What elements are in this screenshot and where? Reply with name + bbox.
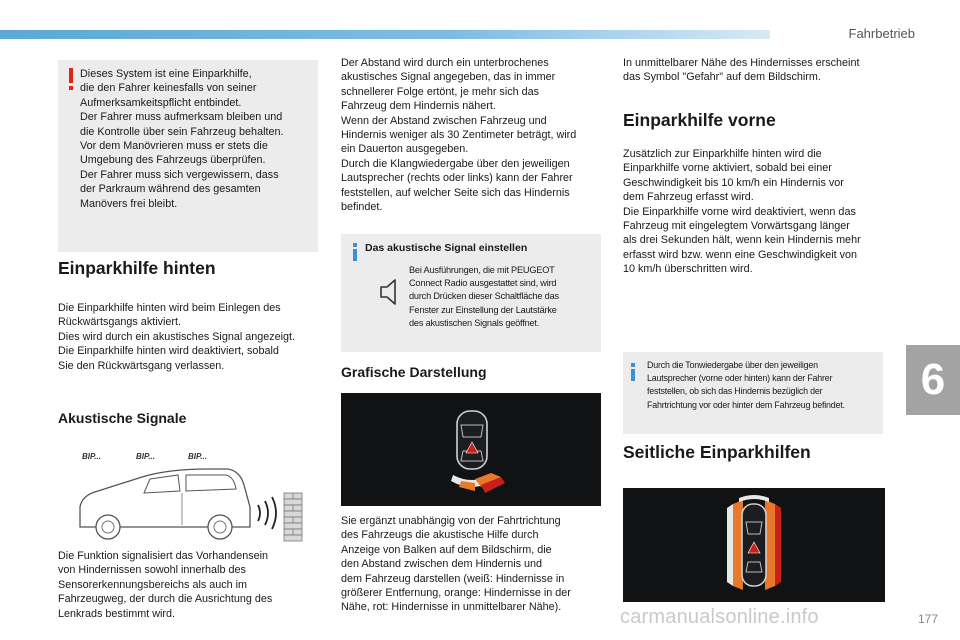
front-text: Zusätzlich zur Einparkhilfe hinten wird die Einparkhilfe vorne aktiviert, sobald bei einer Geschwindigkeit bis 10 km/h ein Hindernis vor dem Fahrzeug erfasst wird. Die Einparkhilfe vorne wird deaktiviert, wenn das Fahrzeug mit eingelegtem Vorwärtsgang länger als drei Sekunden hält, wenn kein Hindernis mehr erfasst wird bzw. wenn eine Geschwindigkeit von 10 km/h überschritten wird.: [623, 148, 861, 276]
rear-display-image: [341, 393, 601, 506]
section-title: Fahrbetrieb: [848, 26, 915, 41]
signal-settings-text: Bei Ausführungen, die mit PEUGEOT Connect Radio ausgestattet sind, wird durch Drücken dieser Schaltfläche das Fenster zur Einstellung der Lautstärke des akustischen Signals geöffnet.: [409, 265, 559, 328]
rear-title: Einparkhilfe hinten: [58, 258, 216, 278]
danger-symbol-text: In unmittelbarer Nähe des Hindernisses erscheint das Symbol "Gefahr" auf dem Bildschirm.: [623, 57, 860, 84]
car-sensor-illustration: [58, 445, 318, 545]
acoustic-title: Akustische Signale: [58, 410, 187, 426]
beep-label: BIP...: [82, 452, 101, 461]
car-top-view: [457, 411, 487, 469]
beep-label: BIP...: [136, 452, 155, 461]
brick-wall: [284, 493, 302, 541]
distance-text: Der Abstand wird durch ein unterbrochenes akustisches Signal angegeben, das in immer schnellerer Folge ertönt, je mehr sich das Fahrzeug dem Hindernis nähert. Wenn der Abstand zwischen Fahrzeug und Hindernis weniger als 30 Zentimeter beträgt, wird ein Dauerton ausgegeben. Durch die Klangwiedergabe über den jeweiligen Lautsprecher (rechts oder links) kann der Fahrer feststellen, auf welcher Seite sich das Hindernis befindet.: [341, 57, 577, 214]
rear-text: Die Einparkhilfe hinten wird beim Einlegen des Rückwärtsgangs aktiviert. Dies wird durch ein akustisches Signal angezeigt. Die Einparkhilfe hinten wird deaktiviert, sobald Sie den Rückwärtsgang verlassen.: [58, 302, 296, 372]
header-accent-bar: [0, 30, 770, 39]
front-info-box: [623, 352, 883, 434]
side-bar-white: [727, 504, 733, 586]
exclamation-warning-icon: [63, 67, 79, 91]
side-display-image: [623, 488, 885, 602]
front-info-text: Durch die Tonwiedergabe über den jeweiligen Lautsprecher (vorne oder hinten) kann der Fahrer feststellen, ob sich das Hindernis bezüglich der Fahrtrichtung vor oder hinter dem Fahrzeug befindet.: [647, 360, 845, 410]
speaker-icon: [379, 278, 401, 306]
signal-settings-box: [341, 234, 601, 352]
front-bar-white: [739, 495, 769, 502]
page-number: 177: [917, 612, 938, 626]
chapter-number: 6: [920, 355, 946, 404]
acoustic-text: Die Funktion signalisiert das Vorhandensein von Hindernissen sowohl innerhalb des Sensorerkennungsbereichs als auch im Fahrzeugweg, der durch die Ausrichtung des Lenkrads bestimmt wird.: [58, 550, 273, 620]
graphic-title: Grafische Darstellung: [341, 364, 487, 380]
warning-text: Dieses System ist eine Einparkhilfe, die den Fahrer keinesfalls von seiner Aufmerksamkeitspflicht entbindet. Der Fahrer muss aufmerksam bleiben und die Kontrolle über sein Fahrzeug behalten. Vor dem Manövrieren muss er stets die Umgebung des Fahrzeugs überprüfen. Der Fahrer muss sich vergewissern, dass der Parkraum während des gesamten Manövers frei bleibt.: [80, 68, 284, 210]
side-title: Seitliche Einparkhilfen: [623, 442, 811, 462]
watermark: carmanualsonline.info: [620, 606, 819, 628]
signal-settings-title: Das akustische Signal einstellen: [365, 242, 528, 254]
side-bar-red: [775, 504, 781, 586]
beep-label: BIP...: [188, 452, 207, 461]
info-icon: [349, 242, 361, 262]
front-title: Einparkhilfe vorne: [623, 110, 776, 130]
chapter-tab: [906, 345, 960, 415]
warning-box: [58, 60, 318, 252]
graphic-text: Sie ergänzt unabhängig von der Fahrtrichtung des Fahrzeugs die akustische Hilfe durch Anzeige von Balken auf dem Bildschirm, die den Abstand zwischen dem Hindernis und dem Fahrzeug darstellen (weiß: Hindernisse in größerer Entfernung, orange: Hindernisse in der Nähe, rot: Hindernisse in unmittelbarer Nähe).: [341, 515, 571, 614]
info-icon: [627, 362, 639, 382]
